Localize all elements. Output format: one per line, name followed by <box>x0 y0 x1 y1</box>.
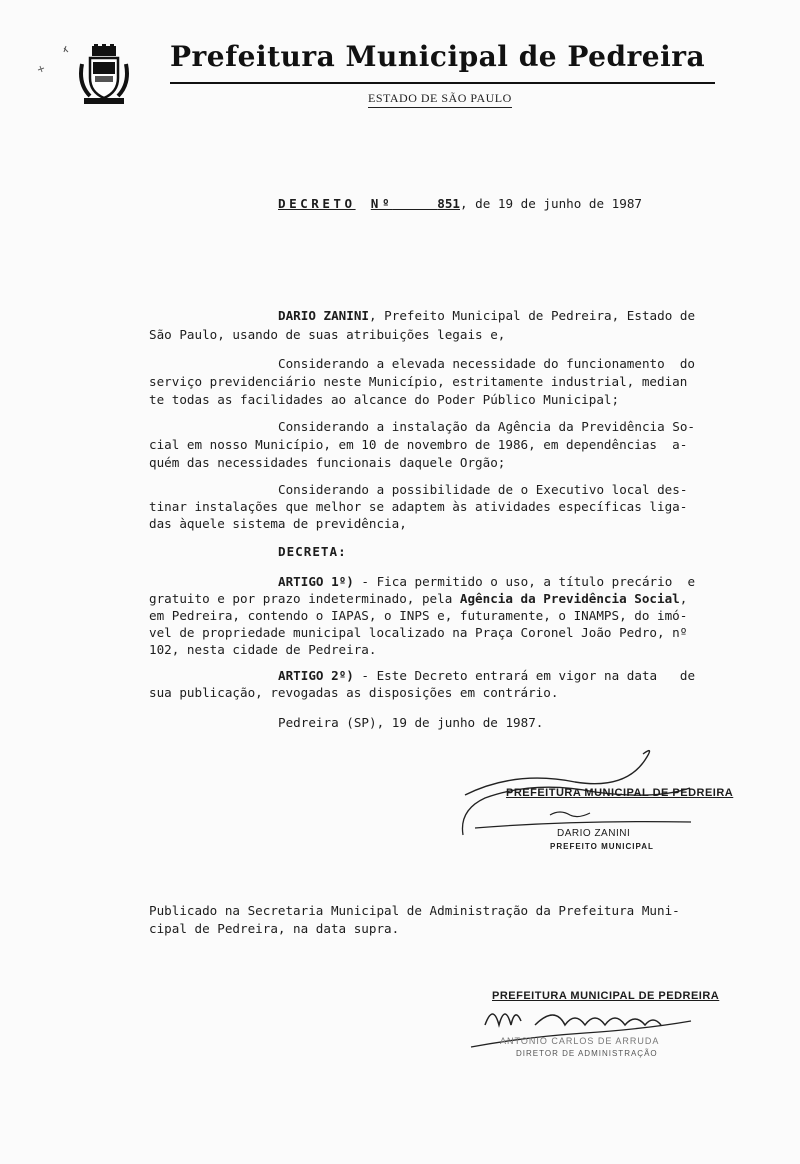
director-signature-role: DIRETOR DE ADMINISTRAÇÃO <box>516 1049 658 1058</box>
considerando-2-line: quém das necessidades funcionais daquele Orgão; <box>149 455 506 470</box>
mayor-stamp: PREFEITURA MUNICIPAL DE PEDREIRA <box>506 787 734 799</box>
mayor-name: DARIO ZANINI <box>278 308 369 323</box>
article-1-line: em Pedreira, contendo o IAPAS, o INPS e, futuramente, o INAMPS, do imó- <box>149 608 688 623</box>
considerando-3-line: Considerando a possibilidade de o Executivo local des- <box>278 482 688 497</box>
considerando-3-line: das àquele sistema de previdência, <box>149 516 407 531</box>
preamble-line-2: São Paulo, usando de suas atribuições legais e, <box>149 327 506 342</box>
article-2-line: sua publicação, revogadas as disposições em contrário. <box>149 685 559 700</box>
municipal-coat-of-arms-icon <box>78 44 130 106</box>
article-2-line: ARTIGO 2º) - Este Decreto entrará em vigor na data de <box>278 668 696 683</box>
decree-heading <box>278 194 642 213</box>
considerando-2-line: cial em nosso Município, em 10 de novembro de 1986, em dependências a- <box>149 437 688 452</box>
agency-name: Agência da Previdência Social <box>459 591 680 606</box>
considerando-1-line: serviço previdenciário neste Município, estritamente industrial, median <box>149 374 688 389</box>
page-title: Prefeitura Municipal de Pedreira <box>170 40 706 73</box>
publication-line: Publicado na Secretaria Municipal de Administração da Prefeitura Muni- <box>149 903 680 918</box>
director-signature-name: ANTONIO CARLOS DE ARRUDA <box>500 1036 660 1046</box>
decreta-heading: DECRETA: <box>278 544 347 559</box>
publication-line: cipal de Pedreira, na data supra. <box>149 921 400 936</box>
scan-speck-icon <box>34 40 74 80</box>
article-1-line: ARTIGO 1º) - Fica permitido o uso, a título precário e <box>278 574 696 589</box>
place-date: Pedreira (SP), 19 de junho de 1987. <box>278 715 544 730</box>
header-divider <box>170 82 715 84</box>
considerando-3-line: tinar instalações que melhor se adaptem às atividades específicas liga- <box>149 499 688 514</box>
mayor-signature-name: DARIO ZANINI <box>557 828 631 839</box>
considerando-1-line: te todas as facilidades ao alcance do Poder Público Municipal; <box>149 392 620 407</box>
article-1-label: ARTIGO 1º) <box>278 574 354 589</box>
state-subtitle: ESTADO DE SÃO PAULO <box>368 91 512 105</box>
mayor-signature-role: PREFEITO MUNICIPAL <box>550 842 654 851</box>
article-2-label: ARTIGO 2º) <box>278 668 354 683</box>
decree-number: 851 <box>437 196 461 211</box>
admin-stamp: PREFEITURA MUNICIPAL DE PEDREIRA <box>492 990 720 1002</box>
article-1-line: vel de propriedade municipal localizado na Praça Coronel João Pedro, nº <box>149 625 688 640</box>
article-1-line: 102, nesta cidade de Pedreira. <box>149 642 377 657</box>
considerando-1-line: Considerando a elevada necessidade do funcionamento do <box>278 356 696 371</box>
considerando-2-line: Considerando a instalação da Agência da Previdência So- <box>278 419 696 434</box>
decree-date: , de 19 de junho de 1987 <box>460 196 642 211</box>
article-1-line: gratuito e por prazo indeterminado, pela Agência da Previdência Social, <box>149 591 688 606</box>
director-signature-icon <box>465 995 705 1055</box>
decree-number-label: Nº <box>370 196 393 211</box>
decree-label: DECRETO <box>278 196 356 211</box>
preamble-line-1: DARIO ZANINI, Prefeito Municipal de Pedreira, Estado de <box>278 308 696 323</box>
